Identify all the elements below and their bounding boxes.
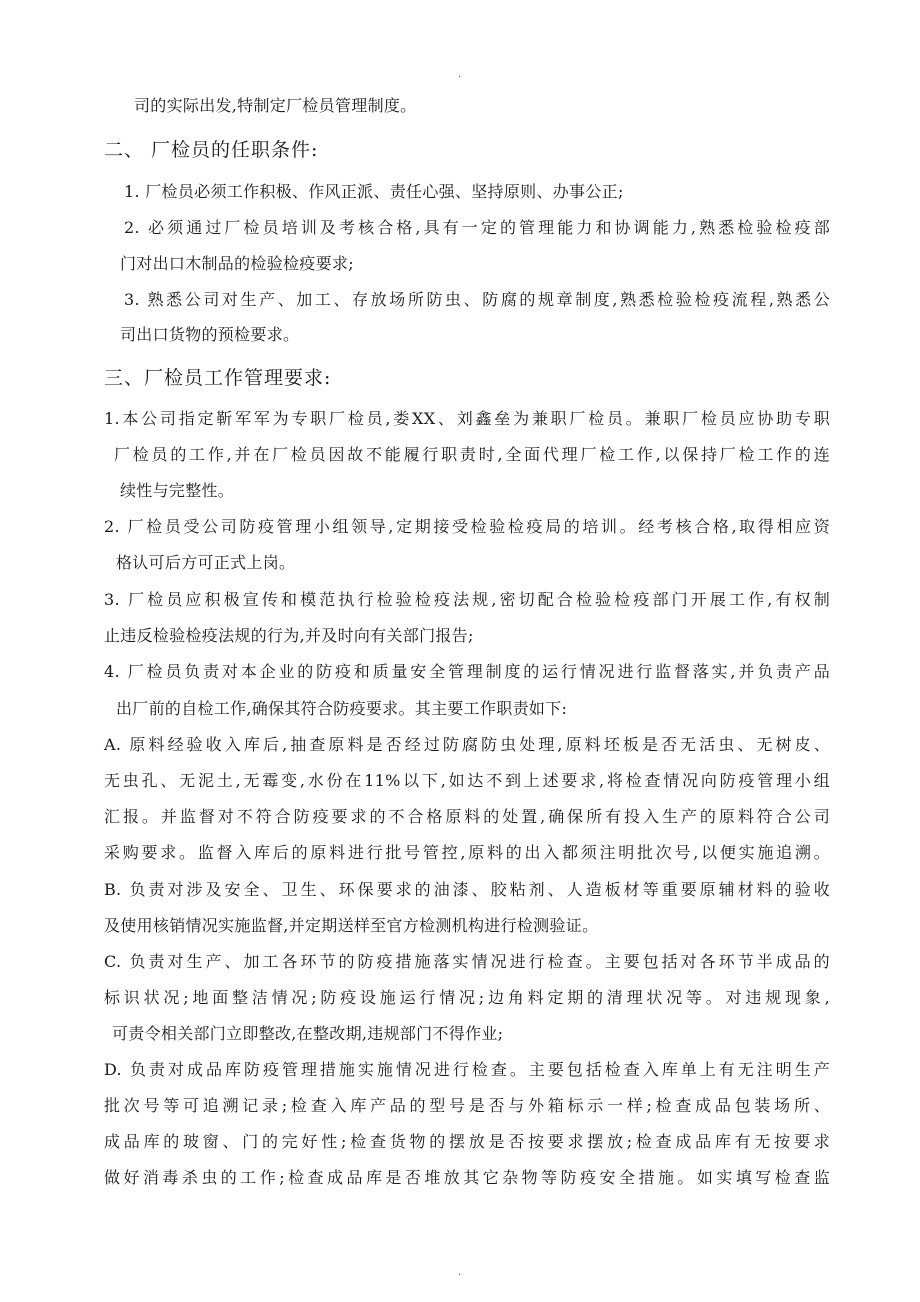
list-item: 4. 厂检员负责对本企业的防疫和质量安全管理制度的运行情况进行监督落实,并负责产品 — [104, 662, 830, 681]
text-line: 司的实际出发,特制定厂检员管理制度。 — [134, 96, 417, 115]
text-line: 标识状况;地面整洁情况;防疫设施运行情况;边角料定期的清理状况等。对违规现象, — [104, 988, 830, 1007]
text-line: 可责令相关部门立即整改,在整改期,违规部门不得作业; — [112, 1024, 504, 1043]
list-item: 2. 必须通过厂检员培训及考核合格,具有一定的管理能力和协调能力,熟悉检验检疫部 — [124, 218, 830, 237]
list-item: A. 原料经验收入库后,抽查原料是否经过防腐防虫处理,原料坯板是否无活虫、无树皮、 — [104, 735, 830, 754]
list-item: 1. 厂检员必须工作积极、作风正派、责任心强、坚持原则、办事公正; — [124, 182, 624, 201]
page-marker-top: . — [458, 69, 462, 80]
list-item: 1.本公司指定靳军军为专职厂检员,娄XX、刘鑫垒为兼职厂检员。兼职厂检员应协助专职 — [104, 409, 830, 428]
text-line: 厂检员的工作,并在厂检员因故不能履行职责时,全面代理厂检工作,以保持厂检工作的连 — [114, 445, 830, 464]
text-line: 续性与完整性。 — [120, 481, 235, 500]
text-line: 出厂前的自检工作,确保其符合防疫要求。其主要工作职责如下: — [116, 699, 568, 718]
section-heading: 二、 厂检员的任职条件: — [104, 139, 319, 161]
text-line: 司出口货物的预检要求。 — [120, 325, 300, 344]
list-item: 3. 熟悉公司对生产、加工、存放场所防虫、防腐的规章制度,熟悉检验检疫流程,熟悉公 — [124, 290, 830, 309]
text-line: 及使用核销情况实施监督,并定期送样至官方检测机构进行检测验证。 — [104, 916, 599, 935]
list-item: B. 负责对涉及安全、卫生、环保要求的油漆、胶粘剂、人造板材等重要原辅材料的验收 — [104, 880, 830, 899]
list-item: D. 负责对成品库防疫管理措施实施情况进行检查。主要包括检查入库单上有无注明生产 — [104, 1060, 830, 1079]
text-line: 门对出口木制品的检验检疫要求; — [120, 254, 354, 273]
text-line: 做好消毒杀虫的工作;检查成品库是否堆放其它杂物等防疫安全措施。如实填写检查监 — [104, 1168, 830, 1187]
text-line: 止违反检验检疫法规的行为,并及时向有关部门报告; — [104, 626, 474, 645]
section-heading: 三、厂检员工作管理要求: — [104, 367, 332, 389]
text-line: 成品库的玻窗、门的完好性;检查货物的摆放是否按要求摆放;检查成品库有无按要求 — [104, 1132, 830, 1151]
page-marker-bottom: . — [458, 1267, 462, 1278]
list-item: 2. 厂检员受公司防疫管理小组领导,定期接受检验检疫局的培训。经考核合格,取得相应资 — [104, 517, 830, 536]
text-line: 格认可后方可正式上岗。 — [116, 553, 296, 572]
text-line: 采购要求。监督入库后的原料进行批号管控,原料的出入都须注明批次号,以便实施追溯。 — [104, 843, 830, 862]
list-item: C. 负责对生产、加工各环节的防疫措施落实情况进行检查。主要包括对各环节半成品的 — [104, 952, 830, 971]
text-line: 无虫孔、无泥土,无霉变,水份在11%以下,如达不到上述要求,将检查情况向防疫管理小组 — [104, 771, 830, 790]
text-line: 批次号等可追溯记录;检查入库产品的型号是否与外箱标示一样;检查成品包装场所、 — [104, 1096, 830, 1115]
list-item: 3. 厂检员应积极宣传和模范执行检验检疫法规,密切配合检验检疫部门开展工作,有权制 — [104, 590, 830, 609]
text-line: 汇报。并监督对不符合防疫要求的不合格原料的处置,确保所有投入生产的原料符合公司 — [104, 807, 830, 826]
